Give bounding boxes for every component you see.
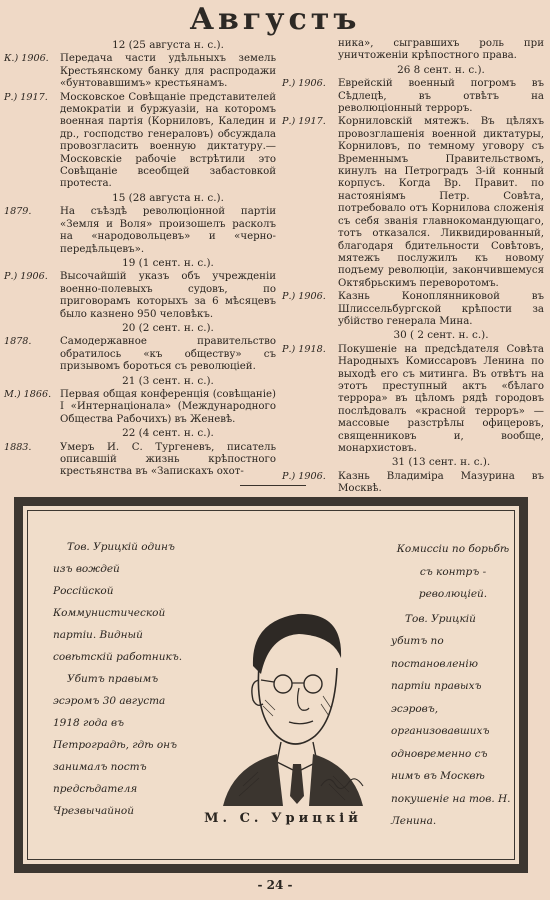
portrait-name: М. С. Урицкій	[204, 811, 362, 826]
entry-continuation: ника», сыгравшихъ роль при уничтоженіи крѣпостного права.	[338, 38, 544, 62]
entry-text: Московское Совѣщаніе представителей демократіи и буржуазіи, на которомъ военная партія (Корниловъ, Каледин и др., господство генераловъ) обсуждала провозгласить военную диктатуру.—Московскіе рабочіе встрѣтили это Совѣщаніе всеобщей забастовкой протеста.	[60, 91, 276, 190]
chronicle-entry	[4, 92, 276, 191]
entry-year-tag: 1879.	[4, 206, 32, 218]
entry-year-tag: 1883.	[4, 441, 32, 453]
entry-year-tag: Р.) 1906.	[282, 291, 326, 303]
chronicle-entry	[282, 471, 544, 496]
date-heading: 21 (3 сент. н. с.).	[122, 374, 214, 387]
chronicle-entry	[282, 116, 544, 290]
chronicle-entry	[4, 389, 276, 426]
entry-year-tag: Р.) 1917.	[282, 116, 326, 128]
chronicle-entry	[282, 78, 544, 115]
caption-right-paragraph: Тов. Урицкій убитъ по постановленію партіи правыхъ эсэровъ, организовавшихъ одновременно съ нимъ въ Москвѣ покушеніе на тов. Н. Ленина.	[391, 612, 511, 827]
section-divider	[240, 485, 306, 486]
entry-year-tag: Р.) 1906.	[282, 470, 326, 482]
portrait-frame	[14, 497, 528, 873]
date-heading: 15 (28 августа н. с.).	[112, 191, 224, 204]
entry-year-tag: Р.) 1918.	[282, 343, 326, 355]
chronicle-entry	[282, 291, 544, 328]
entry-year-tag: К.) 1906.	[4, 53, 49, 65]
entry-text: Первая общая конференція (совѣщаніе) I «Интернаціонала» (Международного Общества Рабочихъ) въ Женевѣ.	[60, 388, 276, 425]
caption-right-paragraph: Комиссіи по борьбѣ съ контръ - революціей.	[396, 543, 510, 600]
date-heading: 26 8 сент. н. с.).	[397, 63, 485, 76]
chronicle-entry	[282, 344, 544, 456]
entry-text: Корниловскій мятежъ. Въ цѣляхъ провозглашенія военной диктатуры, Корниловъ, по темному уговору съ Временнымъ Правительствомъ, кинулъ на Петроградъ 3-ій конный корпусъ. Когда Вр. Правит. по настояніямъ Петр. Совѣта, потребовало отъ Корнилова сложенія съ себя званія главнокомандующаго, тотъ отказался. Ликвидированный, благодаря бдительности Совѣтовъ, мятежъ послужилъ къ новому подъему революціи, закончившемуся Октябрьскимъ переворотомъ.	[338, 116, 544, 289]
portrait-drawing	[203, 596, 383, 806]
entry-year-tag: Р.) 1906.	[282, 78, 326, 90]
page-title: Августъ	[189, 2, 361, 37]
entry-text: Умеръ И. С. Тургеневъ, писатель описавшій жизнь крѣпостного крестьянства въ «Запискахъ охот-	[60, 441, 276, 478]
left-column	[4, 38, 276, 480]
entry-text: На съѣздѣ революціонной партіи «Земля и Воля» произошелъ расколъ на «народовольцевъ» и «черно-передѣльцевъ».	[60, 206, 276, 255]
chronicle-entry	[4, 53, 276, 90]
chronicle-entry	[4, 442, 276, 479]
chronicle-entry	[4, 206, 276, 256]
entry-year-tag: Р.) 1906.	[4, 271, 48, 283]
entry-year-tag: М.) 1866.	[4, 388, 52, 400]
entry-text: Самодержавное правительство обратилось «къ обществу» съ призывомъ бороться съ революціей.	[60, 336, 276, 373]
entry-year-tag: 1878.	[4, 336, 32, 348]
date-heading: 31 (13 сент. н. с.).	[391, 456, 491, 469]
page-number: - 24 -	[257, 878, 293, 892]
entry-text: Передача части удѣльныхъ земель Крестьянскому банку для распродажи «бунтовавшимъ» крестьянамъ.	[60, 53, 276, 90]
portrait-hair	[253, 614, 341, 674]
portrait-glasses-right	[304, 675, 322, 693]
entry-text: Высочайшій указъ объ учрежденіи военно-полевыхъ судовъ, по приговорамъ которыхъ за 6 мѣсяцевъ было казнено 950 человѣкъ.	[60, 271, 276, 320]
entry-text: Казнь Владиміра Мазурина въ Москвѣ.	[338, 470, 544, 495]
entry-year-tag: Р.) 1917.	[4, 91, 48, 103]
entry-text: Покушеніе на предсѣдателя Совѣта Народныхъ Комиссаровъ Ленина по выходѣ его съ митинга. Въ отвѣтъ на этотъ преступный актъ «бѣлаго террора» въ цѣломъ рядѣ городовъ послѣдовалъ «красной терроръ» — массовые разстрѣлы офицеровъ, священниковъ и, вообще, монархистовъ.	[338, 343, 544, 454]
right-column	[282, 38, 544, 497]
date-heading: 19 (1 сент. н. с.).	[122, 256, 214, 269]
chronicle-entry	[4, 336, 276, 373]
caption-right	[391, 538, 515, 833]
caption-left-paragraph: Тов. Урицкій одинъ изъ вождей Россійской Коммунистической партіи. Видный совѣтскій работникъ.	[53, 541, 183, 663]
entry-text: Еврейскій военный погромъ въ Сѣдлецѣ, въ отвѣтъ на революціонный терроръ.	[338, 78, 544, 115]
date-heading: 12 (25 августа н. с.).	[112, 39, 224, 51]
portrait-glasses-left	[274, 675, 292, 693]
date-heading: 22 (4 сент. н. с.).	[122, 427, 214, 440]
caption-left	[53, 536, 183, 822]
caption-left-paragraph: Убитъ правымъ эсэромъ 30 августа 1918 года въ Петроградѣ, гдѣ онъ занималъ постъ предсѣдателя Чрезвычайной	[53, 673, 178, 817]
date-heading: 30 ( 2 сент. н. с.).	[393, 329, 489, 342]
portrait-ear	[252, 680, 263, 705]
date-heading: 20 (2 сент. н. с.).	[122, 321, 214, 334]
entry-text: Казнь Коноплянниковой въ Шлиссельбургской крѣпости за убійство генерала Мина.	[338, 291, 544, 327]
chronicle-entry	[4, 271, 276, 321]
